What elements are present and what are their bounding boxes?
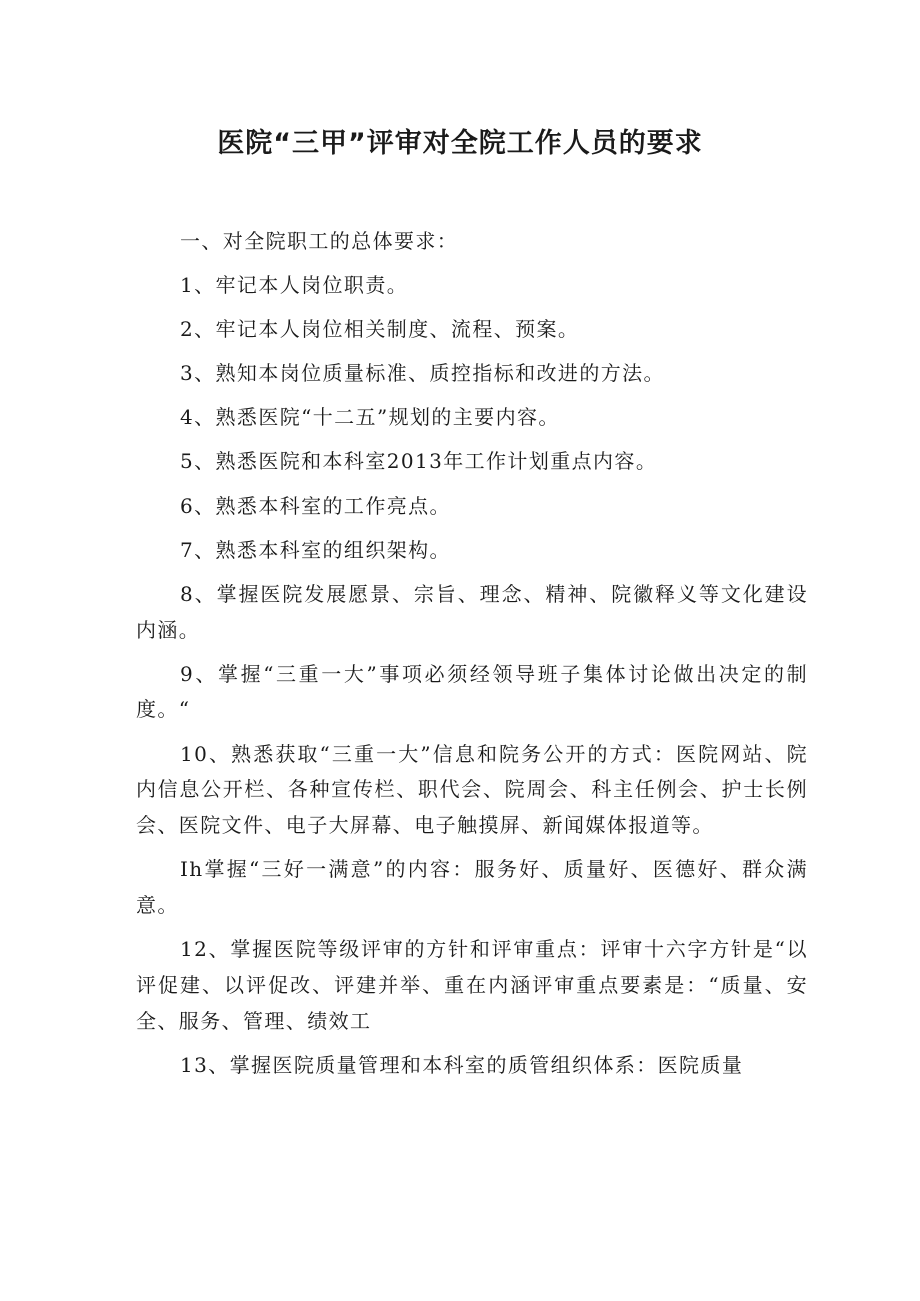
list-item: Ih掌握“三好一满意”的内容：服务好、质量好、医德好、群众满意。 [136,857,808,918]
list-item: 13、掌握医院质量管理和本科室的质管组织体系：医院质量 [180,1052,744,1077]
list-item: 4、熟悉医院“十二五”规划的主要内容。 [180,405,560,430]
list-item: 9、掌握“三重一大”事项必须经领导班子集体讨论做出决定的制度。“ [136,661,808,722]
list-item: 3、熟知本岗位质量标准、质控指标和改进的方法。 [180,361,665,386]
section-heading: 一、对全院职工的总体要求： [180,229,459,253]
document-title: 医院“三甲”评审对全院工作人员的要求 [217,128,703,159]
list-item: 5、熟悉医院和本科室2013年工作计划重点内容。 [180,449,658,474]
document-body [136,224,808,1092]
list-item: 7、熟悉本科室的组织架构。 [180,537,451,562]
list-item: 2、牢记本人岗位相关制度、流程、预案。 [180,317,580,342]
list-item: 6、熟悉本科室的工作亮点。 [180,493,451,518]
list-item: 10、熟悉获取“三重一大”信息和院务公开的方式：医院网站、院内信息公开栏、各种宣传栏、职代会、院周会、科主任例会、护士长例会、医院文件、电子大屏幕、电子触摸屏、新闻媒体报道等。 [136,741,808,838]
list-item: 12、掌握医院等级评审的方针和评审重点：评审十六字方针是“以评促建、以评促改、评建并举、重在内涵评审重点要素是：“质量、安全、服务、管理、绩效工 [136,937,808,1033]
list-item: 1、牢记本人岗位职责。 [180,273,409,298]
list-item: 8、掌握医院发展愿景、宗旨、理念、精神、院徽释义等文化建设内涵。 [136,581,808,642]
